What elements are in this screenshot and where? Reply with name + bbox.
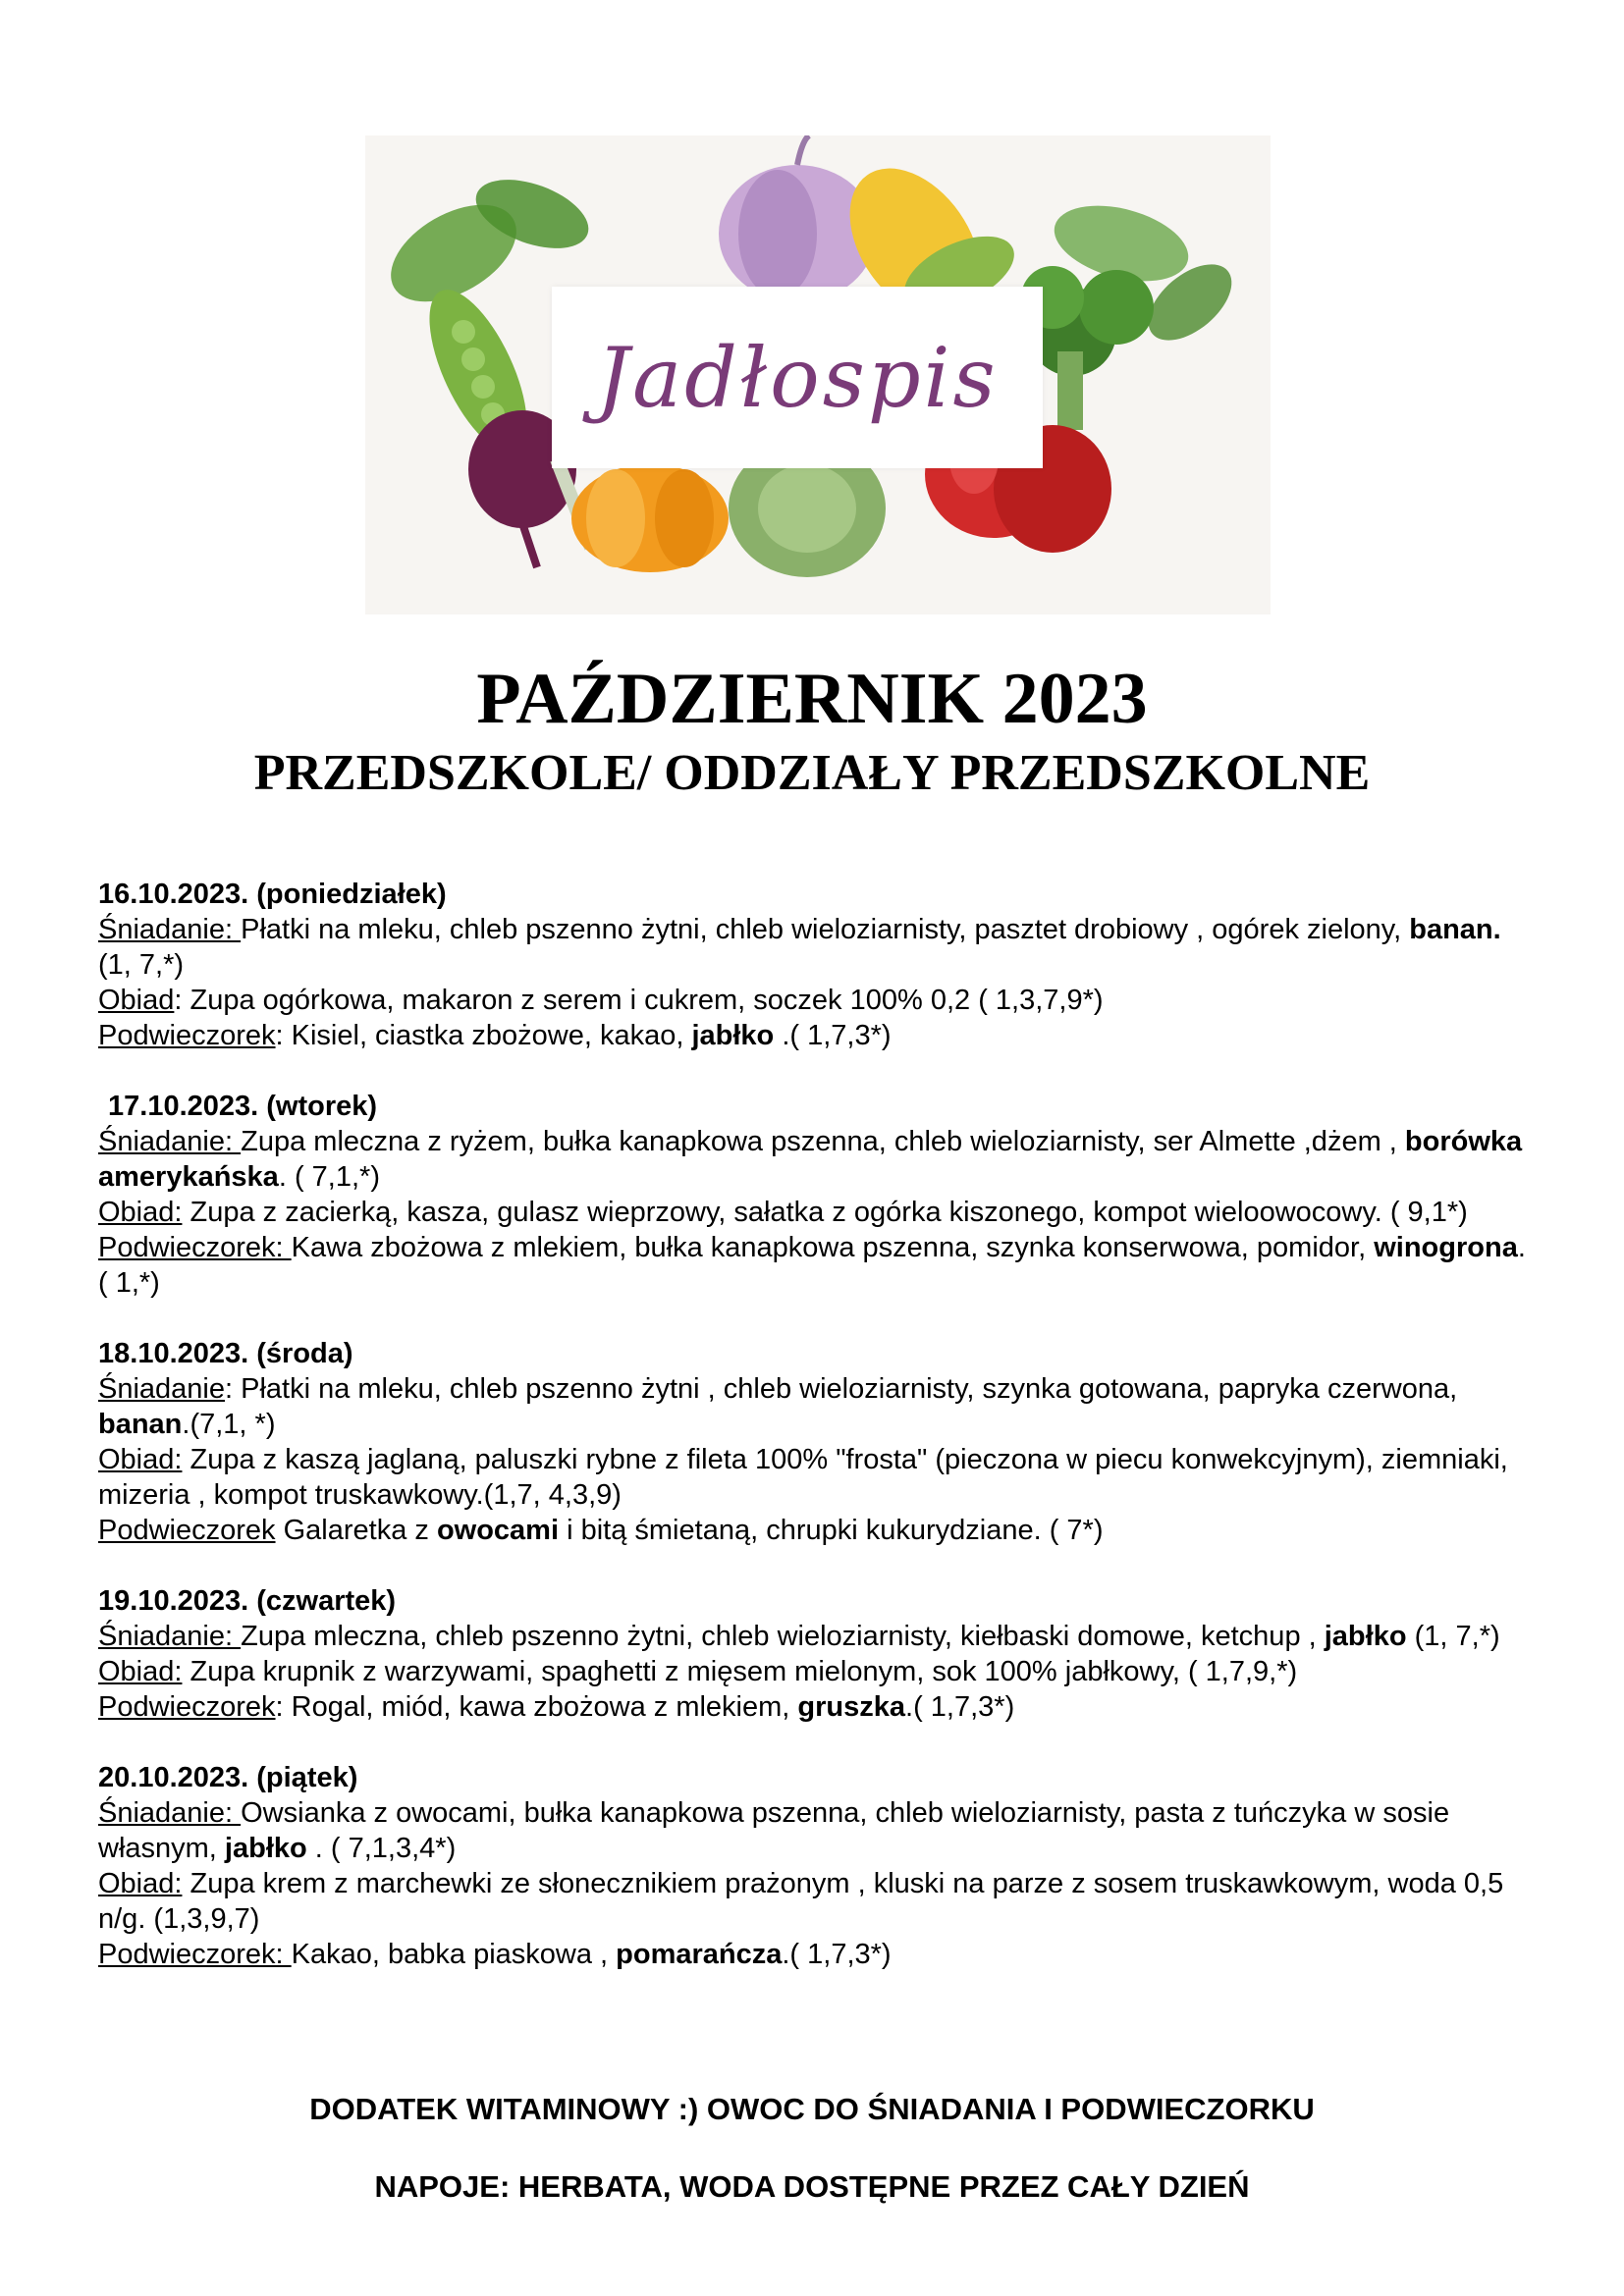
breakfast-label: Śniadanie <box>98 1373 225 1405</box>
breakfast-allergens: (1, 7,*) <box>98 949 185 981</box>
breakfast-text: Owsianka z owocami, bułka kanapkowa pszenna, chleb wieloziarnisty, pasta z tuńczyka w sosie własnym, <box>98 1797 1450 1864</box>
snack-line <box>98 1689 1532 1725</box>
snack-label: Podwieczorek: <box>98 1939 292 1970</box>
breakfast-line <box>98 1619 1532 1654</box>
breakfast-allergens: .(7,1, *) <box>182 1409 276 1440</box>
breakfast-label: Śniadanie: <box>98 1126 242 1157</box>
drinks-note: NAPOJE: HERBATA, WODA DOSTĘPNE PRZEZ CAŁY DZIEŃ <box>374 2169 1250 2204</box>
vitamin-note: DODATEK WITAMINOWY :) OWOC DO ŚNIADANIA I PODWIECZORKU <box>309 2092 1315 2126</box>
snack-line <box>98 1018 1532 1053</box>
breakfast-fruit: jabłko <box>224 1833 307 1864</box>
banner-title: Jadłospis <box>596 329 999 426</box>
day-date: 17.10.2023. (wtorek) <box>108 1091 378 1122</box>
breakfast-allergens: . ( 7,1,*) <box>278 1161 380 1193</box>
menu <box>98 877 1532 2007</box>
lunch-line <box>98 1654 1532 1689</box>
lunch-label: Obiad: <box>98 1868 183 1899</box>
breakfast-label: Śniadanie: <box>98 1797 242 1829</box>
breakfast-allergens: (1, 7,*) <box>1406 1621 1500 1652</box>
snack-allergens: .( 1,*) <box>98 1232 1526 1299</box>
breakfast-line <box>98 1795 1532 1866</box>
lunch-line <box>98 1195 1532 1230</box>
breakfast-text: Zupa mleczna z ryżem, bułka kanapkowa pszenna, chleb wieloziarnisty, ser Almette ,dżem , <box>241 1126 1405 1157</box>
snack-text: : Rogal, miód, kawa zbożowa z mlekiem, <box>275 1691 798 1723</box>
snack-text: Kakao, babka piaskowa , <box>291 1939 617 1970</box>
breakfast-line <box>98 912 1532 983</box>
day-block <box>98 1760 1532 1972</box>
snack-fruit: jabłko <box>691 1020 775 1051</box>
day-block <box>98 1336 1532 1548</box>
day-block <box>98 877 1532 1053</box>
breakfast-text: : Płatki na mleku, chleb pszenno żytni , chleb wieloziarnisty, szynka gotowana, papryka czerwona, <box>225 1373 1458 1405</box>
snack-allergens: i bitą śmietaną, chrupki kukurydziane. ( 7*) <box>559 1515 1104 1546</box>
snack-fruit: pomarańcza <box>616 1939 783 1970</box>
page-subtitle: PRZEDSZKOLE/ ODDZIAŁY PRZEDSZKOLNE <box>253 745 1371 801</box>
snack-text: : Kisiel, ciastka zbożowe, kakao, <box>275 1020 692 1051</box>
breakfast-allergens: . ( 7,1,3,4*) <box>306 1833 457 1864</box>
snack-fruit: gruszka <box>797 1691 906 1723</box>
snack-line <box>98 1230 1532 1301</box>
day-block <box>98 1089 1532 1301</box>
snack-allergens: .( 1,7,3*) <box>905 1691 1015 1723</box>
lunch-label: Obiad: <box>98 1656 183 1687</box>
snack-label: Podwieczorek: <box>98 1232 292 1263</box>
snack-fruit: owocami <box>436 1515 560 1546</box>
day-date: 19.10.2023. (czwartek) <box>98 1585 397 1617</box>
snack-text: Kawa zbożowa z mlekiem, bułka kanapkowa pszenna, szynka konserwowa, pomidor, <box>291 1232 1375 1263</box>
banner <box>365 135 1271 614</box>
snack-label: Podwieczorek <box>98 1691 276 1723</box>
lunch-text: Zupa krem z marchewki ze słonecznikiem prażonym , kluski na parze z sosem truskawkowym, woda 0,5 n/g. (1,3,9,7) <box>98 1868 1504 1935</box>
banner-card <box>552 287 1043 468</box>
breakfast-label: Śniadanie: <box>98 914 242 945</box>
breakfast-line <box>98 1124 1532 1195</box>
breakfast-fruit: banan <box>98 1409 183 1440</box>
snack-allergens: .( 1,7,3*) <box>774 1020 892 1051</box>
lunch-label: Obiad: <box>98 1444 183 1475</box>
breakfast-text: Płatki na mleku, chleb pszenno żytni, chleb wieloziarnisty, pasztet drobiowy , ogórek zielony, <box>241 914 1410 945</box>
lunch-line <box>98 1866 1532 1937</box>
snack-text: Galaretka z <box>275 1515 437 1546</box>
day-date: 18.10.2023. (środa) <box>98 1338 353 1369</box>
lunch-line <box>98 983 1532 1018</box>
breakfast-line <box>98 1371 1532 1442</box>
snack-fruit: winogrona <box>1374 1232 1518 1263</box>
snack-allergens: .( 1,7,3*) <box>782 1939 892 1970</box>
breakfast-text: Zupa mleczna, chleb pszenno żytni, chleb wieloziarnisty, kiełbaski domowe, ketchup , <box>241 1621 1325 1652</box>
snack-line <box>98 1937 1532 1972</box>
lunch-label: Obiad: <box>98 1197 183 1228</box>
snack-line <box>98 1513 1532 1548</box>
lunch-text: : Zupa ogórkowa, makaron z serem i cukrem, soczek 100% 0,2 ( 1,3,7,9*) <box>174 985 1104 1016</box>
breakfast-fruit: jabłko <box>1324 1621 1407 1652</box>
lunch-line <box>98 1442 1532 1513</box>
lunch-text: Zupa krupnik z warzywami, spaghetti z mięsem mielonym, sok 100% jabłkowy, ( 1,7,9,*) <box>182 1656 1298 1687</box>
snack-label: Podwieczorek <box>98 1020 276 1051</box>
day-date: 16.10.2023. (poniedziałek) <box>98 879 447 910</box>
lunch-text: Zupa z kaszą jaglaną, paluszki rybne z fileta 100% "frosta" (pieczona w piecu konwekcyjnym), ziemniaki, mizeria , kompot truskawkowy.(1,7, 4,3,9) <box>98 1444 1508 1511</box>
day-date: 20.10.2023. (piątek) <box>98 1762 358 1793</box>
lunch-text: Zupa z zacierką, kasza, gulasz wieprzowy, sałatka z ogórka kiszonego, kompot wieloowocowy. ( 9,1*) <box>182 1197 1468 1228</box>
lunch-label: Obiad <box>98 985 175 1016</box>
breakfast-fruit: banan. <box>1409 914 1501 945</box>
breakfast-label: Śniadanie: <box>98 1621 242 1652</box>
page-title: PAŹDZIERNIK 2023 <box>476 659 1148 739</box>
breakfast-fruit: borówka amerykańska <box>98 1126 1523 1193</box>
day-block <box>98 1583 1532 1725</box>
snack-label: Podwieczorek <box>98 1515 276 1546</box>
